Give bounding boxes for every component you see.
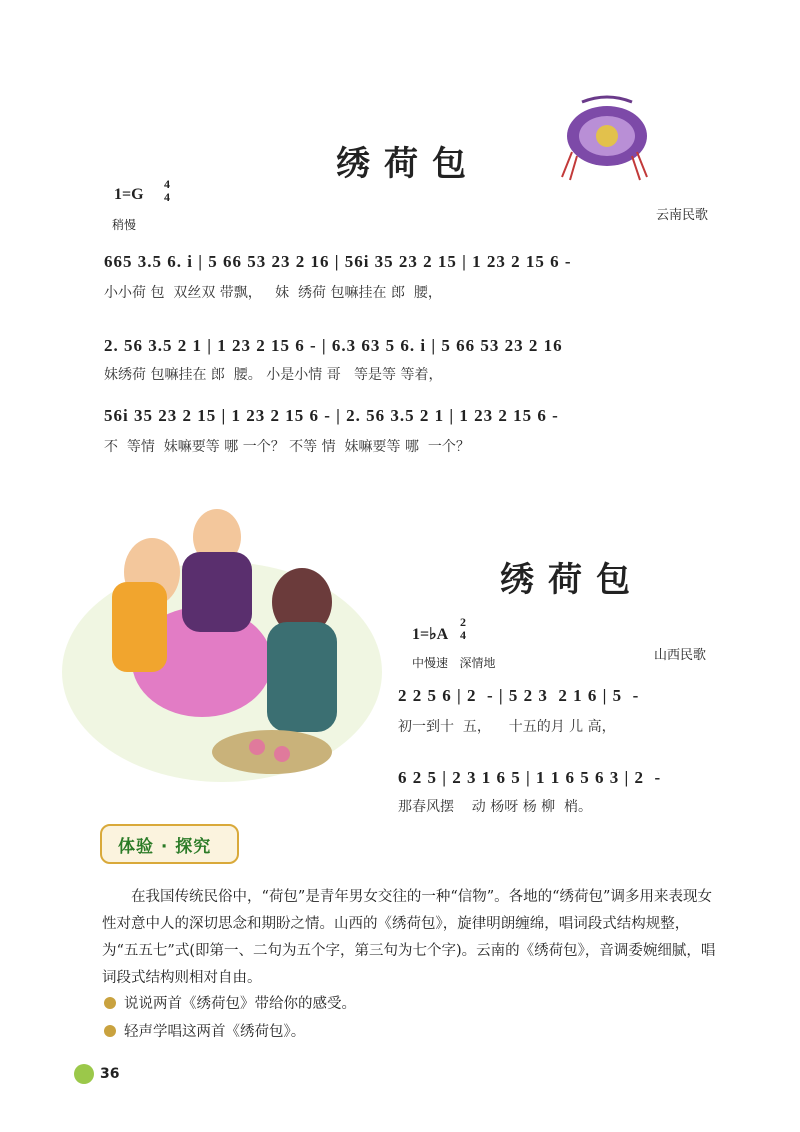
explore-bullet-2-text: 轻声学唱这两首《绣荷包》。 bbox=[124, 1024, 306, 1040]
song2-lyrics-row-2: 那春风摆 动 杨呀 杨 柳 梢。 bbox=[398, 799, 593, 815]
song1-notes-row-3: 56i 35 23 2 15 | 1 23 2 15 6 - | 2. 56 3.5 2 1 | 1 23 2 15 6 - bbox=[104, 406, 559, 425]
embroidered-pouch-image bbox=[552, 92, 662, 182]
bullet-dot-icon bbox=[104, 997, 116, 1009]
explore-paragraph: 在我国传统民俗中，“荷包”是青年男女交往的一种“信物”。各地的“绣荷包”调多用来表现女性对意中人的深切思念和期盼之情。山西的《绣荷包》，旋律明朗缠绵，唱词段式结构规整，为“五五七”式(即第一、二句为五个字，第三句为七个字)。云南的《绣荷包》，音调委婉细腻，唱词段式结构则相对自由。 bbox=[102, 889, 716, 986]
song1-lyrics-row-3: 不 等情 妹嘛要等 哪 一个？ 不等 情 妹嘛要等 哪 一个？ bbox=[104, 439, 470, 455]
song2-tempo: 中慢速 深情地 bbox=[412, 656, 496, 670]
song1-time-top: 4 bbox=[164, 177, 170, 191]
song1-time-signature bbox=[164, 178, 170, 204]
song1-lyrics-row-2: 妹绣荷 包嘛挂在 郎 腰。 小是小情 哥 等是等 等着， bbox=[104, 367, 443, 383]
song2-time-bottom: 4 bbox=[460, 628, 466, 642]
song1-origin: 云南民歌 bbox=[656, 208, 709, 223]
song1-time-bottom: 4 bbox=[164, 190, 170, 204]
song2-time-signature bbox=[460, 616, 466, 642]
song2-notes-row-2: 6 2 5 | 2 3 1 6 5 | 1 1 6 5 6 3 | 2 - bbox=[398, 768, 662, 787]
song1-title: 绣荷包 bbox=[336, 144, 480, 184]
explore-bullet-1-text: 说说两首《绣荷包》带给你的感受。 bbox=[124, 996, 356, 1012]
song2-notes-row-1: 2 2 5 6 | 2 - | 5 2 3 2 1 6 | 5 - bbox=[398, 686, 640, 705]
song2-origin: 山西民歌 bbox=[654, 648, 707, 663]
explore-bullet-1 bbox=[104, 992, 356, 1013]
bullet-dot-icon bbox=[104, 1025, 116, 1037]
song1-notes-row-1: 665 3.5 6. i | 5 66 53 23 2 16 | 56i 35 23 2 15 | 1 23 2 15 6 - bbox=[104, 252, 572, 271]
song1-notes-row-2: 2. 56 3.5 2 1 | 1 23 2 15 6 - | 6.3 63 5 6. i | 5 66 53 23 2 16 bbox=[104, 336, 563, 355]
song2-time-top: 2 bbox=[460, 615, 466, 629]
song1-tempo: 稍慢 bbox=[112, 218, 137, 232]
explore-title: 体验 · 探究 bbox=[118, 837, 212, 857]
song1-key: 1=G bbox=[114, 186, 144, 203]
song2-title: 绣荷包 bbox=[500, 560, 644, 600]
song2-lyrics-row-1: 初一到十 五， 十五的月 儿 高， bbox=[398, 719, 616, 735]
page-number: 36 bbox=[100, 1066, 120, 1082]
song1-lyrics-row-1: 小小荷 包 双丝双 带飘， 妹 绣荷 包嘛挂在 郎 腰， bbox=[104, 285, 442, 301]
song2-key: 1=♭A bbox=[412, 626, 449, 643]
explore-bullet-2 bbox=[104, 1020, 305, 1041]
leaf-icon bbox=[74, 1064, 94, 1084]
folk-dancers-illustration bbox=[52, 492, 392, 792]
